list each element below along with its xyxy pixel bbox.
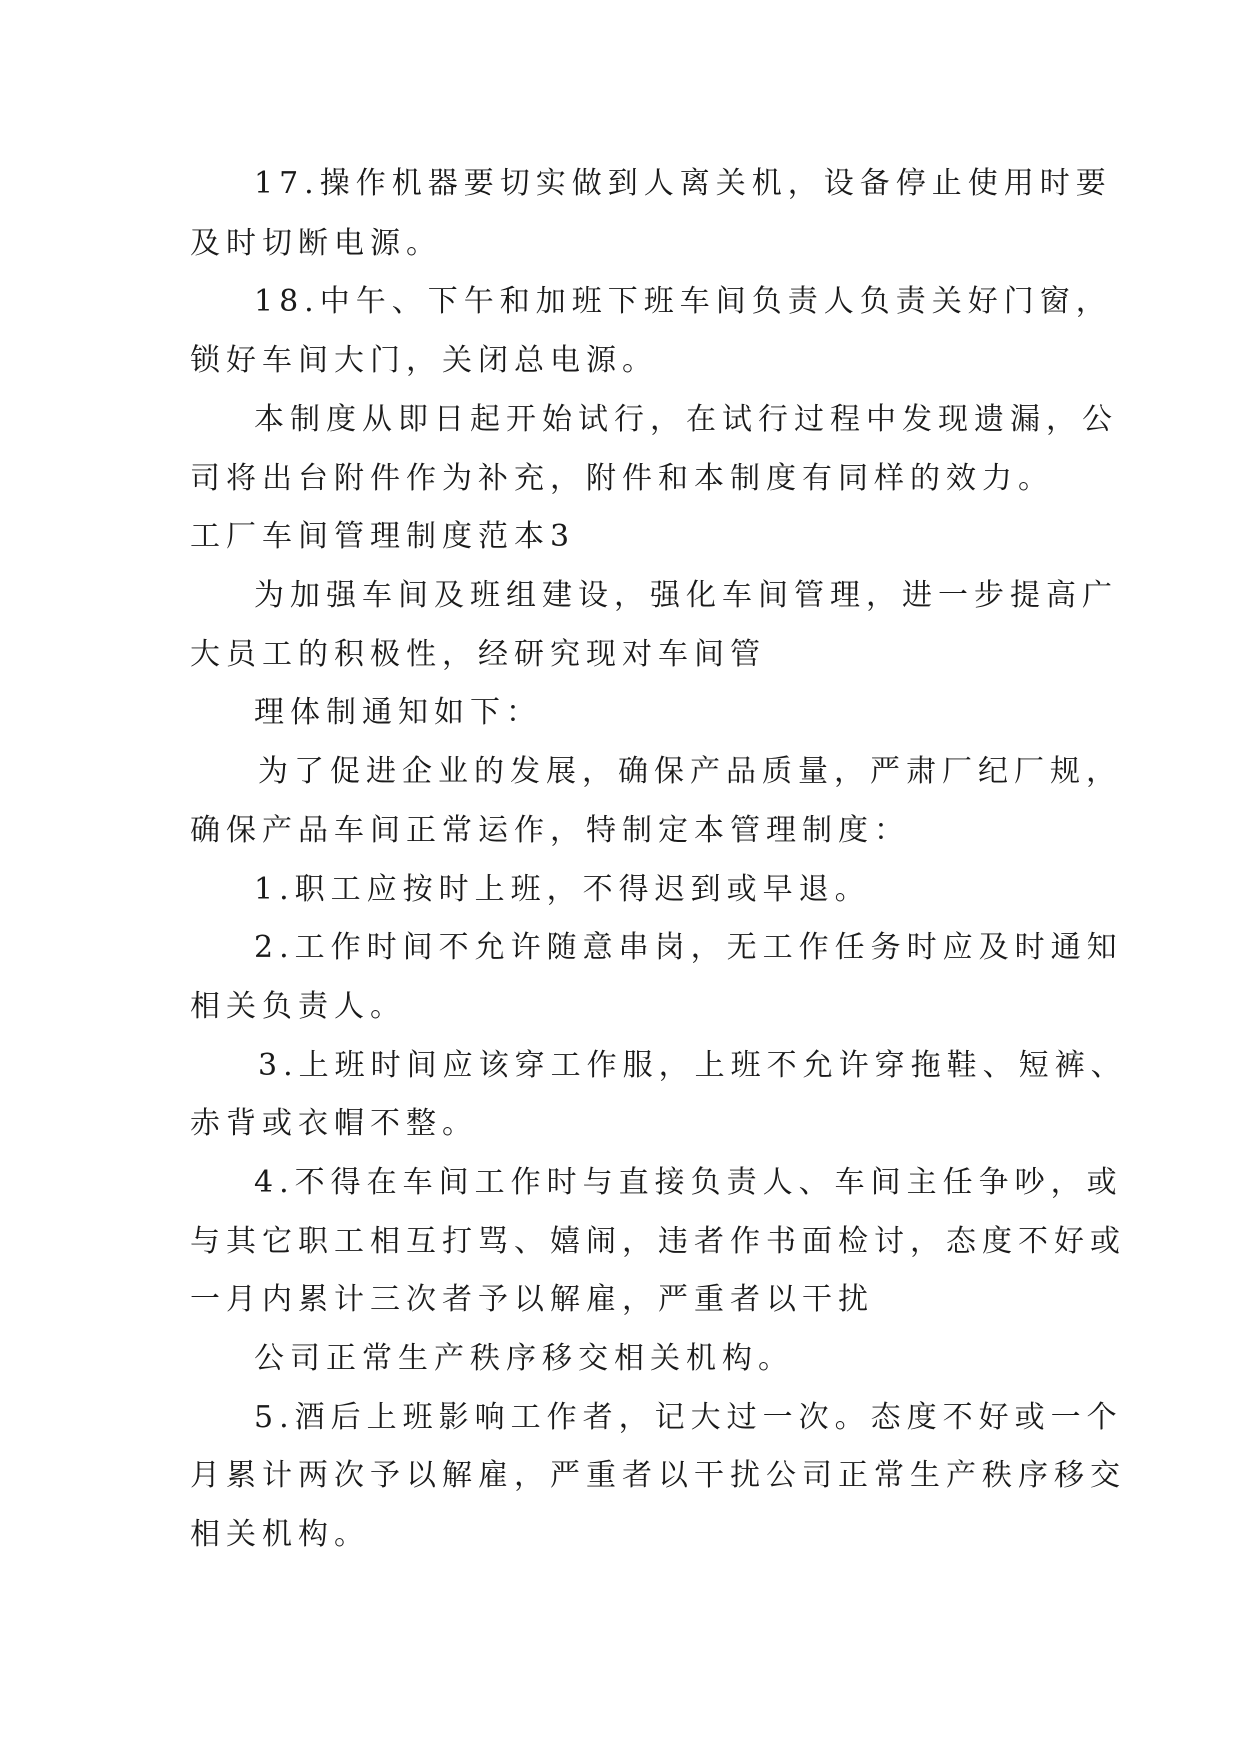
rule-5-line-3: 相关机构。 — [190, 1517, 370, 1552]
intro-line-1: 为加强车间及班组建设，强化车间管理，进一步提高广 — [254, 578, 1118, 613]
section-heading: 工厂车间管理制度范本3 — [190, 519, 576, 554]
rule-2-line-2: 相关负责人。 — [190, 989, 406, 1024]
purpose-line-1: 为了促进企业的发展，确保产品质量，严肃厂纪厂规， — [258, 754, 1122, 789]
paragraph-17-line-1: 17.操作机器要切实做到人离关机，设备停止使用时要 — [254, 166, 1112, 201]
trial-note-line-1: 本制度从即日起开始试行，在试行过程中发现遗漏，公 — [254, 402, 1118, 437]
intro-line-2: 大员工的积极性，经研究现对车间管 — [190, 637, 766, 672]
rule-4-line-2: 与其它职工相互打骂、嬉闹，违者作书面检讨，态度不好或 — [190, 1224, 1126, 1259]
intro-line-3: 理体制通知如下： — [254, 695, 542, 730]
paragraph-18-line-1: 18.中午、下午和加班下班车间负责人负责关好门窗， — [254, 284, 1112, 319]
paragraph-18-line-2: 锁好车间大门，关闭总电源。 — [190, 343, 658, 378]
rule-4-line-3: 一月内累计三次者予以解雇，严重者以干扰 — [190, 1282, 874, 1317]
rule-4-line-4: 公司正常生产秩序移交相关机构。 — [254, 1341, 794, 1376]
paragraph-17-line-2: 及时切断电源。 — [190, 226, 442, 261]
trial-note-line-2: 司将出台附件作为补充，附件和本制度有同样的效力。 — [190, 461, 1054, 496]
rule-5-line-2: 月累计两次予以解雇，严重者以干扰公司正常生产秩序移交 — [190, 1458, 1126, 1493]
rule-3-line-2: 赤背或衣帽不整。 — [190, 1106, 478, 1141]
rule-1-line-1: 1.职工应按时上班，不得迟到或早退。 — [254, 872, 871, 907]
rule-5-line-1: 5.酒后上班影响工作者，记大过一次。态度不好或一个 — [254, 1400, 1123, 1435]
purpose-line-2: 确保产品车间正常运作，特制定本管理制度： — [190, 813, 910, 848]
rule-3-line-1: 3.上班时间应该穿工作服，上班不允许穿拖鞋、短裤、 — [258, 1048, 1127, 1083]
rule-2-line-1: 2.工作时间不允许随意串岗，无工作任务时应及时通知 — [254, 930, 1123, 965]
rule-4-line-1: 4.不得在车间工作时与直接负责人、车间主任争吵，或 — [254, 1165, 1123, 1200]
